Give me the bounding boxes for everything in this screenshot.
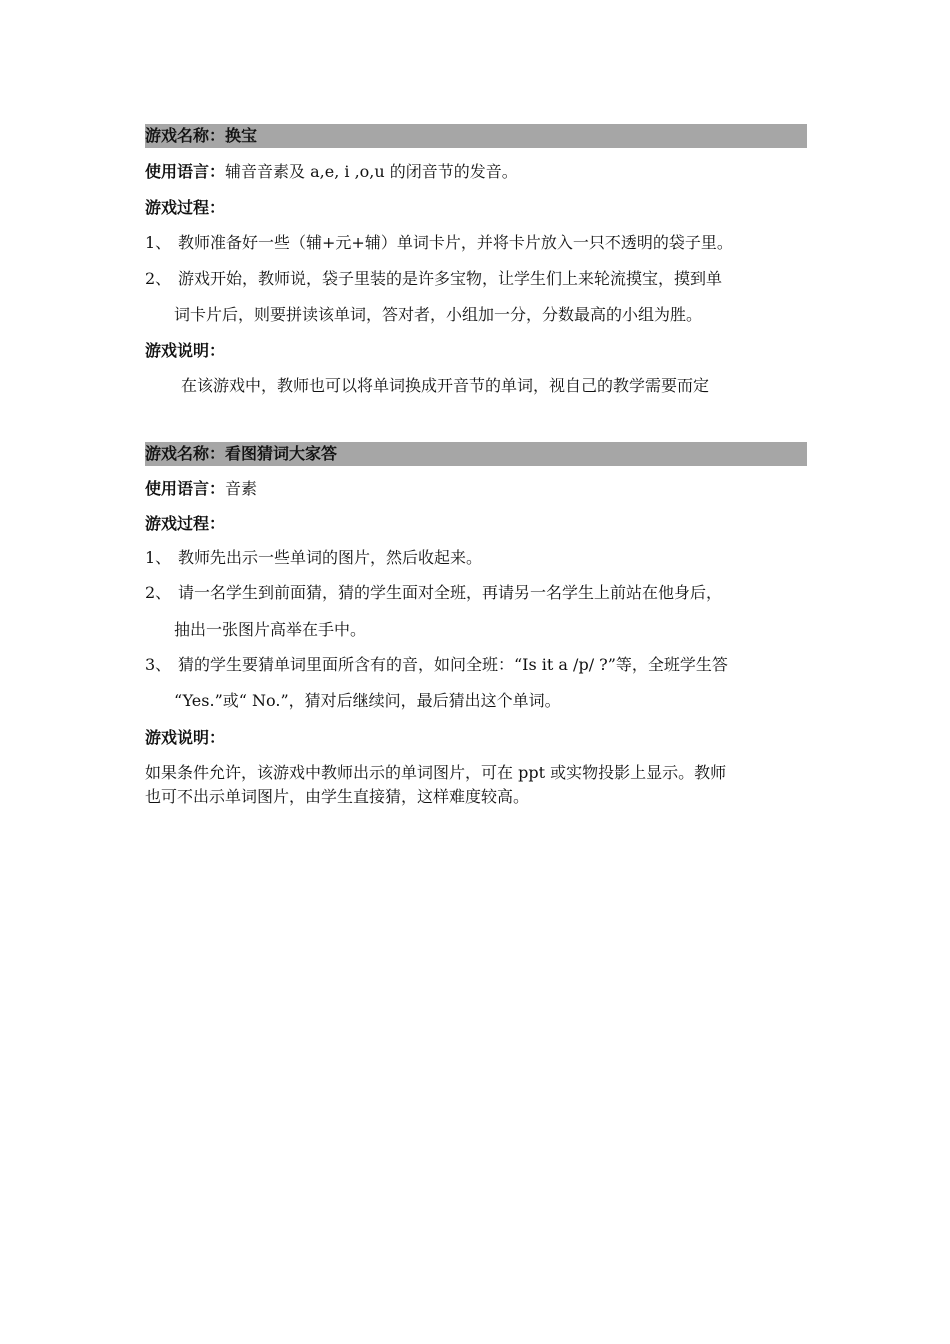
step-text: 教师准备好一些（辅+元+辅）单词卡片，并将卡片放入一只不透明的袋子里。 <box>178 233 733 252</box>
step-number: 2、 <box>145 269 172 288</box>
section-1-language-value: 辅音音素及 a,e, i ,o,u 的闭音节的发音。 <box>225 162 518 181</box>
section-1-language <box>145 160 807 184</box>
section-1-step-2 <box>145 267 807 339</box>
step-number: 1、 <box>145 233 172 252</box>
note-line: 也可不出示单词图片，由学生直接猜，这样难度较高。 <box>145 787 530 806</box>
step-text: 猜的学生要猜单词里面所含有的音，如问全班：“Is it a /p/ ?”等，全班学生答 <box>178 655 728 674</box>
section-1-title: 游戏名称：换宝 <box>145 124 807 148</box>
step-text-continued: 词卡片后，则要拼读该单词，答对者，小组加一分，分数最高的小组为胜。 <box>174 305 703 324</box>
section-2-title: 游戏名称：看图猜词大家答 <box>145 442 807 466</box>
section-2-note-label: 游戏说明： <box>145 728 226 747</box>
step-number: 3、 <box>145 655 172 674</box>
step-text: 教师先出示一些单词的图片，然后收起来。 <box>178 548 483 567</box>
step-text: 游戏开始，教师说，袋子里装的是许多宝物，让学生们上来轮流摸宝，摸到单 <box>178 269 723 288</box>
section-2-language-label: 使用语言： <box>145 479 226 498</box>
section-1-note-text: 在该游戏中，教师也可以将单词换成开音节的单词，视自己的教学需要而定 <box>181 376 710 395</box>
step-text-continued: 抽出一张图片高举在手中。 <box>174 620 367 639</box>
section-2-step-2 <box>145 581 807 653</box>
section-2-language-value: 音素 <box>225 479 258 498</box>
section-2-step-3 <box>145 653 807 725</box>
section-1-note-label: 游戏说明： <box>145 341 226 360</box>
step-text-continued: “Yes.”或“ No.”，猜对后继续问，最后猜出这个单词。 <box>174 691 561 710</box>
section-2-language <box>145 477 807 501</box>
step-number: 1、 <box>145 548 172 567</box>
step-text: 请一名学生到前面猜，猜的学生面对全班，再请另一名学生上前站在他身后， <box>178 583 723 602</box>
section-2-process-label: 游戏过程： <box>145 514 226 533</box>
section-1-process-label: 游戏过程： <box>145 198 226 217</box>
section-2-note-text <box>145 761 807 809</box>
note-line: 如果条件允许，该游戏中教师出示的单词图片，可在 ppt 或实物投影上显示。教师 <box>145 763 727 782</box>
step-number: 2、 <box>145 583 172 602</box>
section-1-language-label: 使用语言： <box>145 162 226 181</box>
